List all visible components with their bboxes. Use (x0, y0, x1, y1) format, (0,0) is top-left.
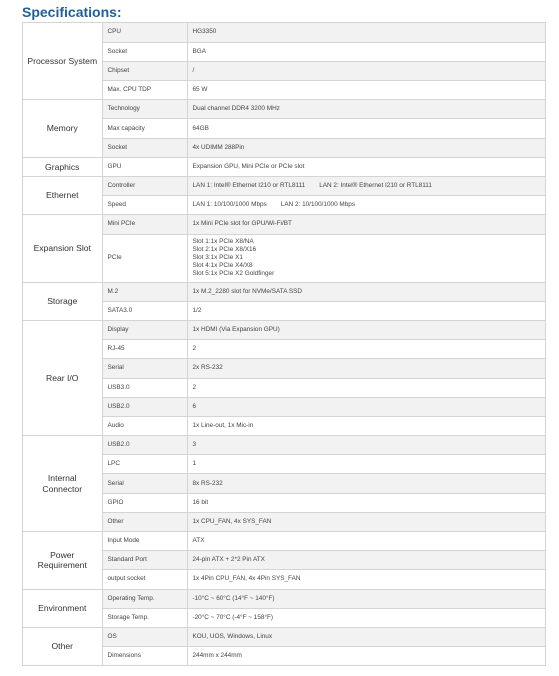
spec-category: Ethernet (23, 177, 102, 215)
spec-value: 8x RS-232 (187, 474, 545, 493)
spec-row (23, 215, 545, 234)
spec-value (187, 196, 545, 215)
spec-value: KOU, UOS, Windows, Linux (187, 627, 545, 646)
spec-key: Mini PCIe (102, 215, 187, 234)
spec-key: Chipset (102, 61, 187, 80)
spec-value: 1 (187, 455, 545, 474)
spec-row (23, 378, 545, 397)
spec-row (23, 416, 545, 435)
spec-row (23, 282, 545, 301)
spec-value-line: Slot 1:1x PCIe X8/NA (192, 238, 254, 246)
spec-value: 1x Line-out, 1x Mic-in (187, 416, 545, 435)
spec-value: 2x RS-232 (187, 359, 545, 378)
spec-row (23, 61, 545, 80)
spec-value: 2 (187, 378, 545, 397)
spec-value: Expansion GPU, Mini PCIe or PCIe slot (187, 157, 545, 176)
spec-value-line: Slot 4:1x PCIe X4/X8 (192, 262, 253, 270)
spec-value-line: Slot 5:1x PCIe X2 Goldfinger (192, 270, 275, 278)
spec-value: 2 (187, 340, 545, 359)
spec-category: Power Requirement (23, 532, 102, 590)
spec-value-part: LAN 2: Intel® Ethernet I210 or RTL8111 (319, 182, 432, 190)
spec-key: SATA3.0 (102, 301, 187, 320)
spec-row (23, 320, 545, 339)
spec-key: Input Mode (102, 532, 187, 551)
spec-key: Operating Temp. (102, 589, 187, 608)
spec-value: 16 bit (187, 493, 545, 512)
spec-key: output socket (102, 570, 187, 589)
spec-key: Controller (102, 177, 187, 196)
spec-row (23, 627, 545, 646)
spec-row (23, 551, 545, 570)
spec-value: 1x M.2_2280 slot for NVMe/SATA SSD (187, 282, 545, 301)
spec-key: Serial (102, 359, 187, 378)
spec-row (23, 570, 545, 589)
spec-value: 1x CPU_FAN, 4x SYS_FAN (187, 512, 545, 531)
spec-key: Max. CPU TDP (102, 81, 187, 100)
spec-key: Serial (102, 474, 187, 493)
spec-row (23, 23, 545, 42)
spec-value: 6 (187, 397, 545, 416)
spec-key: Standard Port (102, 551, 187, 570)
spec-value-part: LAN 2: 10/100/1000 Mbps (280, 201, 356, 209)
spec-row (23, 301, 545, 320)
spec-row (23, 493, 545, 512)
spec-value: 3 (187, 436, 545, 455)
spec-row (23, 455, 545, 474)
spec-row (23, 608, 545, 627)
spec-row (23, 436, 545, 455)
spec-row (23, 474, 545, 493)
spec-category: Other (23, 627, 102, 665)
spec-key: Socket (102, 42, 187, 61)
spec-value: BGA (187, 42, 545, 61)
spec-value: -20°C ~ 70°C (-4°F ~ 158°F) (187, 608, 545, 627)
spec-value-line: Slot 2:1x PCIe X8/X16 (192, 246, 257, 254)
spec-key: Other (102, 512, 187, 531)
spec-value: 64GB (187, 119, 545, 138)
spec-key: Technology (102, 100, 187, 119)
page-title: Specifications: (22, 4, 122, 20)
spec-category: Expansion Slot (23, 215, 102, 282)
spec-value (187, 234, 545, 282)
spec-value-part: LAN 1: 10/100/1000 Mbps (192, 201, 267, 209)
spec-key: OS (102, 627, 187, 646)
spec-key: USB3.0 (102, 378, 187, 397)
spec-row (23, 119, 545, 138)
spec-row (23, 177, 545, 196)
specifications-table (23, 23, 545, 666)
spec-value: 4x UDIMM 288Pin (187, 138, 545, 157)
spec-row (23, 532, 545, 551)
spec-value: 1x HDMI (Via Expansion GPU) (187, 320, 545, 339)
spec-value: 1x Mini PCIe slot for GPU/Wi-Fi/BT (187, 215, 545, 234)
spec-row (23, 234, 545, 282)
spec-row (23, 359, 545, 378)
spec-key: USB2.0 (102, 397, 187, 416)
spec-category: Storage (23, 282, 102, 320)
spec-row (23, 157, 545, 176)
spec-category: Internal Connector (23, 436, 102, 532)
spec-value: -10°C ~ 60°C (14°F ~ 140°F) (187, 589, 545, 608)
spec-key: M.2 (102, 282, 187, 301)
spec-value: 24-pin ATX + 2*2 Pin ATX (187, 551, 545, 570)
spec-value (187, 177, 545, 196)
spec-value: HG3350 (187, 23, 545, 42)
spec-row (23, 340, 545, 359)
spec-value: 65 W (187, 81, 545, 100)
spec-key: Dimensions (102, 647, 187, 666)
spec-value: 1x 4Pin CPU_FAN, 4x 4Pin SYS_FAN (187, 570, 545, 589)
spec-category: Memory (23, 100, 102, 158)
spec-key: Max capacity (102, 119, 187, 138)
spec-category: Environment (23, 589, 102, 627)
spec-key: Display (102, 320, 187, 339)
spec-key: Socket (102, 138, 187, 157)
spec-key: GPU (102, 157, 187, 176)
specifications-table-frame (22, 22, 546, 666)
spec-value: / (187, 61, 545, 80)
spec-row (23, 589, 545, 608)
spec-key: PCIe (102, 234, 187, 282)
spec-row (23, 196, 545, 215)
spec-value: 244mm x 244mm (187, 647, 545, 666)
spec-row (23, 81, 545, 100)
spec-row (23, 100, 545, 119)
spec-key: GPIO (102, 493, 187, 512)
spec-key: USB2.0 (102, 436, 187, 455)
spec-row (23, 42, 545, 61)
spec-key: Storage Temp. (102, 608, 187, 627)
spec-value-part: LAN 1: Intel® Ethernet I210 or RTL8111 (192, 182, 306, 190)
spec-key: Speed (102, 196, 187, 215)
spec-key: RJ-45 (102, 340, 187, 359)
spec-category: Graphics (23, 157, 102, 176)
spec-value-line: Slot 3:1x PCIe X1 (192, 254, 243, 262)
spec-row (23, 138, 545, 157)
spec-value: 1/2 (187, 301, 545, 320)
spec-key: LPC (102, 455, 187, 474)
spec-value: Dual channel DDR4 3200 MHz (187, 100, 545, 119)
spec-key: CPU (102, 23, 187, 42)
spec-row (23, 397, 545, 416)
spec-category: Rear I/O (23, 320, 102, 435)
spec-row (23, 512, 545, 531)
spec-value: ATX (187, 532, 545, 551)
spec-category: Processor System (23, 23, 102, 100)
spec-row (23, 647, 545, 666)
spec-key: Audio (102, 416, 187, 435)
